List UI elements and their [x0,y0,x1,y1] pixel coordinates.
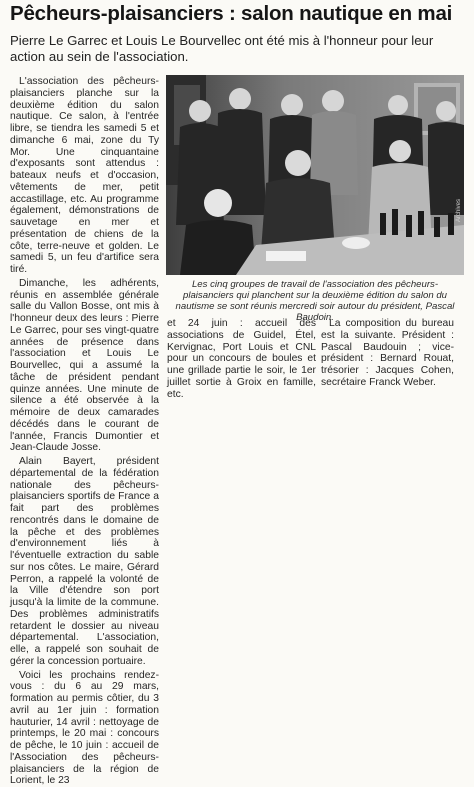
article-headline: Pêcheurs-plaisanciers : salon nautique en mai [10,2,470,26]
column-2-paragraph: et 24 juin : accueil des associations de Guidel, Étel, Kervignac, Port Louis et CNL pour un concours de boules et une grillade partie le soir, le 1er juillet sortie à Groix en famille, etc. [167,318,316,400]
column-1-paragraph: Voici les prochains rendez-vous : du 6 au 29 mars, formation au permis côtier, du 3 avril au 1er juin : formation hauturier, 14 avril : nettoyage de printemps, le 20 mai : concours de pêche, le 10 juin : accueil de l'Association des pêcheurs-plaisanciers de la région de Lorient, le 23 [10,670,159,787]
column-3-paragraph: La composition du bureau est la suivante. Président : Pascal Baudouin ; vice-président : Bernard Rouat, trésorier : Jacques Cohen, secrétaire Franck Weber. [321,318,454,389]
column-1-paragraph: L'association des pêcheurs-plaisanciers planche sur la deuxième édition du salon nautique. Ce salon, à l'entrée libre, se tiendra les samedi 5 et dimanche 6 mai, zone du Ty Mor. Une cinquantaine d'exposants sont attendus : bateaux neufs et d'occasion, vêtements de mer, petit accastillage, etc. Au programme également, démonstrations de sauvetage en mer et présentation de chiens de la côte, terre-neuve et golden. Le samedi 5, un feu d'artifice sera tiré. [10,76,159,276]
photo-caption: Les cinq groupes de travail de l'association des pêcheurs-plaisanciers qui planchent sur la deuxième édition du salon du nautisme se sont réunis mercredi soir autour du président, Pascal Baudoin. [169,279,461,323]
article-column-2 [167,318,316,400]
column-1-paragraph: Alain Bayert, président départemental de la fédération nationale des pêcheurs-plaisanciers sportifs de France a fait part des problèmes rencontrés dans le domaine de la pêche et des problèmes d'environnement liés à l'éventuelle extraction du sable sur nos côtes. Le maire, Gérard Perron, a rappelé la volonté de la Ville d'étendre son port jusqu'à la limite de la commune. Des problèmes administratifs retardent le dossier au niveau départemental. L'association, elle, a rappelé son souhait de gérer la concession portuaire. [10,456,159,668]
article-column-3 [321,318,454,389]
column-1-paragraph: Dimanche, les adhérents, réunis en assemblée générale salle du Vallon Bosse, ont mis à l'honneur deux des leurs : Pierre Le Garrec, pour ses vingt-quatre années de présence dans l'association et Louis Le Bourvellec, qui a assumé la tâche de président pendant quinze années. Une minute de silence a été observée à la mémoire de deux camarades décédés dans le courant de l'année, Francis Dumontier et Jean-Claude Josse. [10,278,159,454]
article-photo [166,75,464,275]
photo-credit: Archives [456,199,462,222]
group-photo-illustration [166,75,464,275]
article-column-1 [10,76,159,787]
article-standfirst: Pierre Le Garrec et Louis Le Bourvellec ont été mis à l'honneur pour leur action au sein de l'association. [10,33,465,65]
